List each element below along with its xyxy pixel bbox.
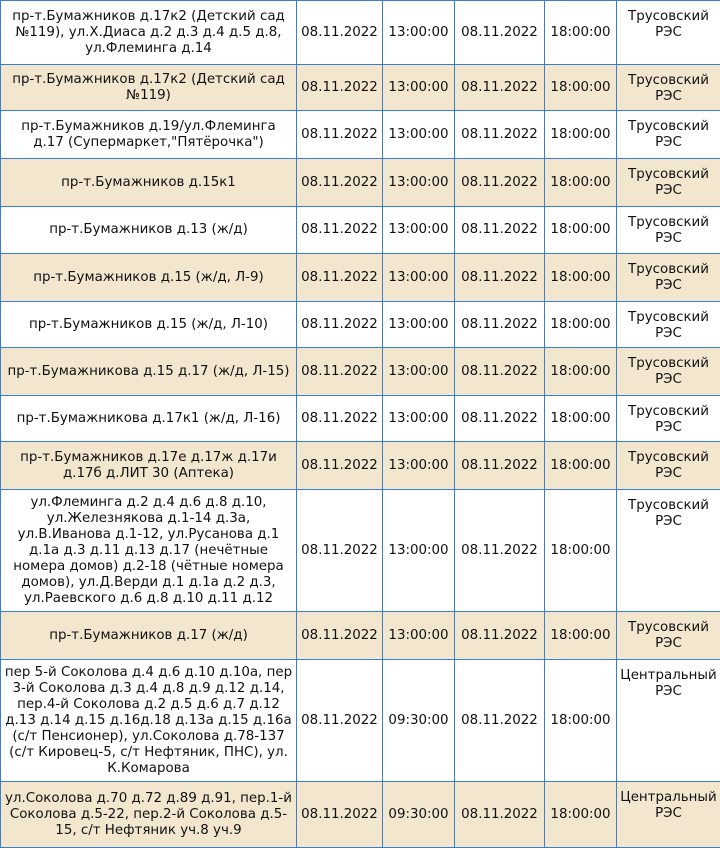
department-cell: Трусовский РЭС <box>617 490 720 612</box>
end-time-cell: 18:00:00 <box>545 302 617 348</box>
start-date-cell: 08.11.2022 <box>297 782 383 848</box>
table-row <box>1 65 720 111</box>
table-row <box>1 111 720 159</box>
department-cell: Трусовский РЭС <box>617 442 720 490</box>
end-time-cell: 18:00:00 <box>545 159 617 207</box>
table-row <box>1 254 720 302</box>
start-time-cell: 13:00:00 <box>383 348 455 396</box>
address-cell: пр-т.Бумажников д.17к2 (Детский сад №119), ул.Х.Диаса д.2 д.3 д.4 д.5 д.8, ул.Флеминга д.14 <box>1 1 297 65</box>
table-row <box>1 159 720 207</box>
table-row <box>1 207 720 254</box>
start-time-cell: 13:00:00 <box>383 490 455 612</box>
department-cell: Трусовский РЭС <box>617 302 720 348</box>
department-cell: Трусовский РЭС <box>617 65 720 111</box>
start-date-cell: 08.11.2022 <box>297 490 383 612</box>
start-time-cell: 13:00:00 <box>383 65 455 111</box>
end-date-cell: 08.11.2022 <box>455 207 545 254</box>
outage-table-body <box>1 1 720 848</box>
end-time-cell: 18:00:00 <box>545 660 617 782</box>
end-date-cell: 08.11.2022 <box>455 302 545 348</box>
end-date-cell: 08.11.2022 <box>455 111 545 159</box>
start-time-cell: 13:00:00 <box>383 612 455 660</box>
start-date-cell: 08.11.2022 <box>297 111 383 159</box>
start-time-cell: 13:00:00 <box>383 159 455 207</box>
department-cell: Трусовский РЭС <box>617 159 720 207</box>
end-time-cell: 18:00:00 <box>545 782 617 848</box>
end-time-cell: 18:00:00 <box>545 612 617 660</box>
address-cell: ул.Соколова д.70 д.72 д.89 д.91, пер.1-й Соколова д.5-22, пер.2-й Соколова д.5-15, с/т Нефтяник уч.8 уч.9 <box>1 782 297 848</box>
start-date-cell: 08.11.2022 <box>297 348 383 396</box>
end-time-cell: 18:00:00 <box>545 65 617 111</box>
start-date-cell: 08.11.2022 <box>297 660 383 782</box>
end-time-cell: 18:00:00 <box>545 442 617 490</box>
table-row <box>1 396 720 442</box>
table-row <box>1 782 720 848</box>
table-row <box>1 1 720 65</box>
start-time-cell: 13:00:00 <box>383 207 455 254</box>
start-time-cell: 13:00:00 <box>383 302 455 348</box>
start-time-cell: 09:30:00 <box>383 660 455 782</box>
start-date-cell: 08.11.2022 <box>297 1 383 65</box>
department-cell: Трусовский РЭС <box>617 612 720 660</box>
start-time-cell: 13:00:00 <box>383 1 455 65</box>
end-date-cell: 08.11.2022 <box>455 612 545 660</box>
address-cell: пр-т.Бумажников д.17к2 (Детский сад №119) <box>1 65 297 111</box>
address-cell: пр-т.Бумажников д.13 (ж/д) <box>1 207 297 254</box>
address-cell: пер 5-й Соколова д.4 д.6 д.10 д.10а, пер 3-й Соколова д.3 д.4 д.8 д.9 д.12 д.14, пер.4-й Соколова д.2 д.5 д.6 д.7 д.12 д.13 д.14 д.15 д.16д.18 д.13а д.15 д.16а (с/т Пенсионер), ул.Соколова д.78-137 (с/т Кировец-5, с/т Нефтяник, ПНС), ул. К.Комарова <box>1 660 297 782</box>
address-cell: пр-т.Бумажников д.17е д.17ж д.17и д.17б д.ЛИТ 30 (Аптека) <box>1 442 297 490</box>
table-row <box>1 442 720 490</box>
department-cell: Трусовский РЭС <box>617 348 720 396</box>
address-cell: пр-т.Бумажников д.15к1 <box>1 159 297 207</box>
end-date-cell: 08.11.2022 <box>455 660 545 782</box>
end-time-cell: 18:00:00 <box>545 207 617 254</box>
end-date-cell: 08.11.2022 <box>455 442 545 490</box>
end-date-cell: 08.11.2022 <box>455 782 545 848</box>
end-date-cell: 08.11.2022 <box>455 65 545 111</box>
end-date-cell: 08.11.2022 <box>455 396 545 442</box>
end-date-cell: 08.11.2022 <box>455 1 545 65</box>
address-cell: пр-т.Бумажников д.15 (ж/д, Л-10) <box>1 302 297 348</box>
end-date-cell: 08.11.2022 <box>455 490 545 612</box>
address-cell: пр-т.Бумажникова д.17к1 (ж/д, Л-16) <box>1 396 297 442</box>
department-cell: Трусовский РЭС <box>617 396 720 442</box>
address-cell: ул.Флеминга д.2 д.4 д.6 д.8 д.10, ул.Железнякова д.1-14 д.3а, ул.В.Иванова д.1-12, ул.Русанова д.1 д.1а д.3 д.11 д.13 д.17 (нечётные номера домов) д.2-18 (чётные номера домов), ул.Д.Верди д.1 д.1а д.2 д.3, ул.Раевского д.6 д.8 д.10 д.11 д.12 <box>1 490 297 612</box>
end-time-cell: 18:00:00 <box>545 396 617 442</box>
department-cell: Трусовский РЭС <box>617 207 720 254</box>
start-date-cell: 08.11.2022 <box>297 65 383 111</box>
address-cell: пр-т.Бумажникова д.15 д.17 (ж/д, Л-15) <box>1 348 297 396</box>
department-cell: Центральный РЭС <box>617 660 720 782</box>
start-time-cell: 13:00:00 <box>383 396 455 442</box>
table-row <box>1 660 720 782</box>
start-date-cell: 08.11.2022 <box>297 159 383 207</box>
start-date-cell: 08.11.2022 <box>297 302 383 348</box>
end-date-cell: 08.11.2022 <box>455 254 545 302</box>
start-date-cell: 08.11.2022 <box>297 612 383 660</box>
end-time-cell: 18:00:00 <box>545 111 617 159</box>
department-cell: Трусовский РЭС <box>617 1 720 65</box>
start-date-cell: 08.11.2022 <box>297 207 383 254</box>
department-cell: Центральный РЭС <box>617 782 720 848</box>
start-date-cell: 08.11.2022 <box>297 396 383 442</box>
department-cell: Трусовский РЭС <box>617 254 720 302</box>
end-time-cell: 18:00:00 <box>545 490 617 612</box>
department-cell: Трусовский РЭС <box>617 111 720 159</box>
end-time-cell: 18:00:00 <box>545 348 617 396</box>
start-date-cell: 08.11.2022 <box>297 442 383 490</box>
start-time-cell: 09:30:00 <box>383 782 455 848</box>
start-date-cell: 08.11.2022 <box>297 254 383 302</box>
start-time-cell: 13:00:00 <box>383 442 455 490</box>
address-cell: пр-т.Бумажников д.19/ул.Флеминга д.17 (Супермаркет,"Пятёрочка") <box>1 111 297 159</box>
start-time-cell: 13:00:00 <box>383 254 455 302</box>
start-time-cell: 13:00:00 <box>383 111 455 159</box>
table-row <box>1 348 720 396</box>
table-row <box>1 612 720 660</box>
address-cell: пр-т.Бумажников д.17 (ж/д) <box>1 612 297 660</box>
end-date-cell: 08.11.2022 <box>455 348 545 396</box>
end-time-cell: 18:00:00 <box>545 254 617 302</box>
table-row <box>1 302 720 348</box>
end-time-cell: 18:00:00 <box>545 1 617 65</box>
end-date-cell: 08.11.2022 <box>455 159 545 207</box>
table-row <box>1 490 720 612</box>
address-cell: пр-т.Бумажников д.15 (ж/д, Л-9) <box>1 254 297 302</box>
